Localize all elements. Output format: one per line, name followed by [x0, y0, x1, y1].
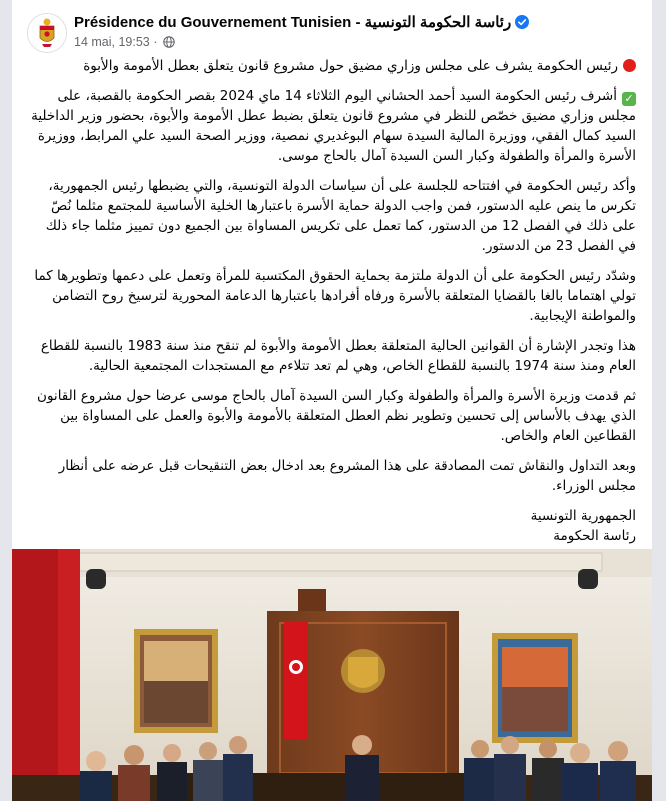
check-mark-icon: ✓: [622, 92, 636, 106]
post-card: [12, 0, 652, 801]
page-name-text[interactable]: Présidence du Gouvernement Tunisien - رئاسة الحكومة التونسية: [74, 14, 512, 31]
red-circle-icon: [623, 59, 636, 72]
page-avatar[interactable]: [27, 13, 67, 53]
post-timestamp[interactable]: 14 mai, 19:53: [74, 35, 150, 49]
coat-of-arms-logo: [28, 14, 66, 52]
post-photo[interactable]: [12, 549, 652, 801]
post-paragraph: [28, 86, 636, 166]
post-headline: [28, 56, 636, 76]
signature-line: رئاسة الحكومة: [553, 528, 636, 544]
post-meta: [74, 35, 175, 51]
page-name[interactable]: [74, 13, 529, 33]
post-paragraph: هذا وتجدر الإشارة أن القوانين الحالية المتعلقة بعطل الأمومة والأبوة لم تنقح منذ سنة 1983 بالنسبة للقطاع العام ومنذ سنة 1974 بالنسبة للقطاع الخاص، وهي لم تعد تتلاءم مع المستجدات المجتمعية الحالية.: [40, 338, 636, 374]
signature-line: الجمهورية التونسية: [530, 508, 636, 524]
meta-separator: ·: [153, 35, 158, 49]
cabinet-meeting-photo: [12, 549, 652, 801]
post-paragraph: ثم قدمت وزيرة الأسرة والمرأة والطفولة وكبار السن السيدة آمال بالحاج موسى عرضا حول مشروع القانون الذي يهدف بالأساس إلى تحسين وتطوير نظم العطل المتعلقة بالأمومة والأبوة والعمل على المساواة بين القطاعين العام والخاص.: [37, 388, 636, 444]
paragraph-text: أشرف رئيس الحكومة السيد أحمد الحشاني اليوم الثلاثاء 14 ماي 2024 بقصر الحكومة بالقصبة، على مجلس وزاري مضيق خصّص للنظر في مشروع قانون يتعلق بضبط عطل الأمومة والأبوة، بحضور وزير الداخلية السيد كمال الفقي، ووزيرة المالية السيدة سهام البوغديري نمصية، ووزير الصحة السيد علي المرابط، ووزيرة الأسرة والمرأة والطفولة وكبار السن السيدة آمال بالحاج موسى.: [31, 88, 636, 164]
headline-text: رئيس الحكومة يشرف على مجلس وزاري مضيق حول مشروع قانون يتعلق بعطل الأمومة والأبوة: [83, 58, 618, 74]
post-paragraph: وأكد رئيس الحكومة في افتتاحه للجلسة على أن سياسات الدولة التونسية، والتي يضبطها رئيس الجمهورية، تكرس ما ينص عليه الدستور، فمن واجب الدولة حماية الأسرة باعتبارها الخلية الأساسية للمجتمع مثلما نُصّ على ذلك في الفصل 12 من الدستور، كما تعمل على تكريس المساواة بين الجميع دون تمييز مثلما جاء ذلك في الفصل 23 من الدستور.: [45, 178, 636, 254]
post-body: [28, 56, 636, 586]
post-header: [12, 0, 652, 56]
verified-badge-icon: [515, 15, 529, 33]
globe-icon[interactable]: [163, 36, 175, 51]
post-paragraph: وبعد التداول والنقاش تمت المصادقة على هذا المشروع بعد ادخال بعض التنقيحات قبل عرضه على أنظار مجلس الوزراء.: [58, 458, 636, 494]
post-paragraph: وشدّد رئيس الحكومة على أن الدولة ملتزمة بحماية الحقوق المكتسبة للمرأة وتعمل على دعمها وتطويرها كما تولي اهتماما بالغا بالقضايا المتعلقة بالأسرة ورفاه أفرادها باعتبارها الدعامة المحورية لترسيخ روح التضامن والمواطنة الإيجابية.: [34, 268, 636, 324]
